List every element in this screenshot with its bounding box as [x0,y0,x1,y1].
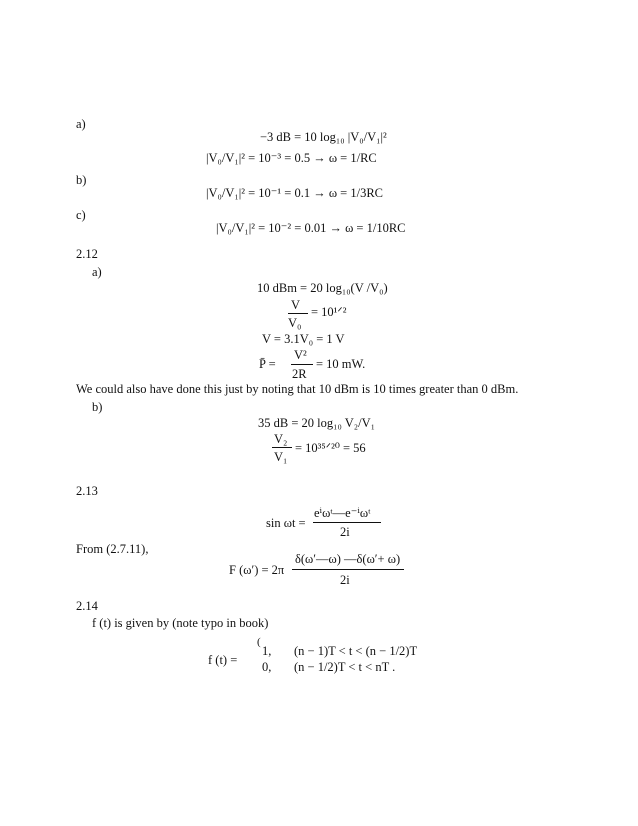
brace-symbol: ( [257,636,261,648]
equation-fourier-lhs: F (ω′) = 2π [229,563,285,577]
fraction-bar [291,364,313,365]
fraction-v0-denominator: V₀ [288,316,302,330]
section-2-14: 2.14 [76,599,98,613]
fraction-2r-denominator: 2R [292,367,307,381]
equation-ratio-tenth: |V₀/V₁|² = 10⁻¹ = 0.1 → ω = 1/3RC [206,186,383,200]
label-a: a) [76,117,86,131]
fraction-2i-denominator-b: 2i [340,573,350,587]
fraction-v2-num: V₂ [274,432,288,446]
equation-power-lhs: P̄ = [259,357,276,371]
from-reference: From (2.7.11), [76,542,149,556]
equation-ft-lhs: f (t) = [208,653,238,667]
equation-v-value: V = 3.1V₀ = 1 V [262,332,345,346]
fraction-bar [313,522,381,523]
equation-minus3db: −3 dB = 10 log₁₀ |V₀/V₁|² [260,130,387,144]
fraction-v2-numerator: V² [294,348,307,362]
fraction-v1-den: V₁ [274,450,288,464]
fraction-delta-numerator: δ(ω′—ω) —δ(ω′+ ω) [295,552,401,566]
case-2-value: 0, [262,660,272,674]
ft-intro-text: f (t) is given by (note typo in book) [92,616,269,630]
equation-ratio-half: |V₀/V₁|² = 10⁻³ = 0.5 → ω = 1/RC [206,151,377,165]
note-paragraph: We could also have done this just by noting that 10 dBm is 10 times greater than 0 dBm. [76,382,519,396]
label-b: b) [76,173,87,187]
label-c: c) [76,208,86,222]
fraction-bar [272,447,292,448]
case-2-condition: (n − 1/2)T < t < nT . [294,660,396,674]
equation-10dbm: 10 dBm = 20 log₁₀(V /V₀) [257,281,388,295]
fraction-v-numerator: V [291,298,301,312]
equation-ratio-56: = 10³⁵ᐟ²⁰ = 56 [295,441,366,455]
equation-ratio-hundredth: |V₀/V₁|² = 10⁻² = 0.01 → ω = 1/10RC [216,221,406,235]
case-1-value: 1, [262,644,272,658]
equation-ten-half: = 10¹ᐟ² [311,305,347,319]
equation-power-rhs: = 10 mW. [316,357,366,371]
section-2-12: 2.12 [76,247,98,261]
fraction-2i-denominator: 2i [340,525,350,539]
label-2-12-a: a) [92,265,102,279]
fraction-exp-numerator: eⁱωᵗ—e⁻ⁱωᵗ [314,506,371,520]
case-1-condition: (n − 1)T < t < (n − 1/2)T [294,644,418,658]
section-2-13: 2.13 [76,484,98,498]
fraction-bar [292,569,404,570]
label-2-12-b: b) [92,400,103,414]
equation-sin-lhs: sin ωt = [266,516,306,530]
fraction-bar [288,313,308,314]
equation-35db: 35 dB = 20 log₁₀ V₂/V₁ [258,416,375,430]
